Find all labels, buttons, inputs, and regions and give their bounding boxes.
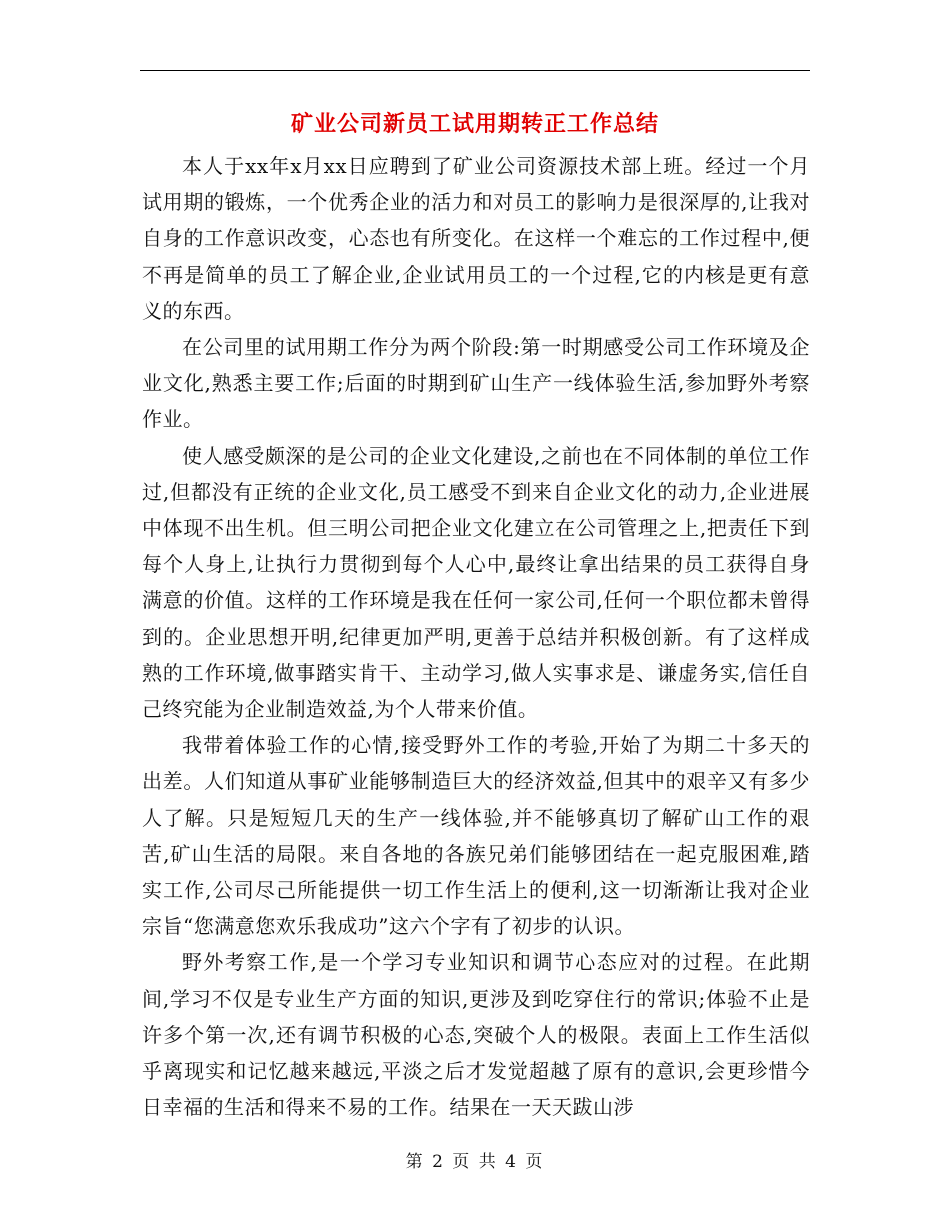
paragraph-5: 野外考察工作,是一个学习专业知识和调节心态应对的过程。在此期间,学习不仅是专业生产方面的知识,更涉及到吃穿住行的常识;体验不止是许多个第一次,还有调节积极的心态,突破个人的极限。表面上工作生活似乎离现实和记忆越来越远,平淡之后才发觉超越了原有的意识,会更珍惜今日幸福的生活和得来不易的工作。结果在一天天跋山涉	[142, 950, 810, 1120]
page-number: 第 2 页 共 4 页	[405, 1152, 545, 1172]
paragraph-1: 本人于xx年x月xx日应聘到了矿业公司资源技术部上班。经过一个月试用期的锻炼，一个优秀企业的活力和对员工的影响力是很深厚的,让我对自身的工作意识改变，心态也有所变化。在这样一个难忘的工作过程中,便不再是简单的员工了解企业,企业试用员工的一个过程,它的内核是更有意义的东西。	[142, 154, 810, 323]
paragraph-2: 在公司里的试用期工作分为两个阶段:第一时期感受公司工作环境及企业文化,熟悉主要工作;后面的时期到矿山生产一线体验生活,参加野外考察作业。	[142, 335, 810, 432]
paragraph-4: 我带着体验工作的心情,接受野外工作的考验,开始了为期二十多天的出差。人们知道从事矿业能够制造巨大的经济效益,但其中的艰辛又有多少人了解。只是短短几天的生产一线体验,并不能够真切了解矿山工作的艰苦,矿山生活的局限。来自各地的各族兄弟们能够团结在一起克服困难,踏实工作,公司尽己所能提供一切工作生活上的便利,这一切渐渐让我对企业宗旨“您满意您欢乐我成功”这六个字有了初步的认识。	[142, 733, 810, 939]
paragraph-3: 使人感受颇深的是公司的企业文化建设,之前也在不同体制的单位工作过,但都没有正统的企业文化,员工感受不到来自企业文化的动力,企业进展中体现不出生机。但三明公司把企业文化建立在公司管理之上,把责任下到每个人身上,让执行力贯彻到每个人心中,最终让拿出结果的员工获得自身满意的价值。这样的工作环境是我在任何一家公司,任何一个职位都未曾得到的。企业思想开明,纪律更加严明,更善于总结并积极创新。有了这样成熟的工作环境,做事踏实肯干、主动学习,做人实事求是、谦虚务实,信任自己终究能为企业制造效益,为个人带来价值。	[142, 443, 810, 722]
document-title: 矿业公司新员工试用期转正工作总结	[290, 112, 659, 137]
header-rule	[140, 70, 810, 71]
document-body	[142, 148, 810, 1125]
